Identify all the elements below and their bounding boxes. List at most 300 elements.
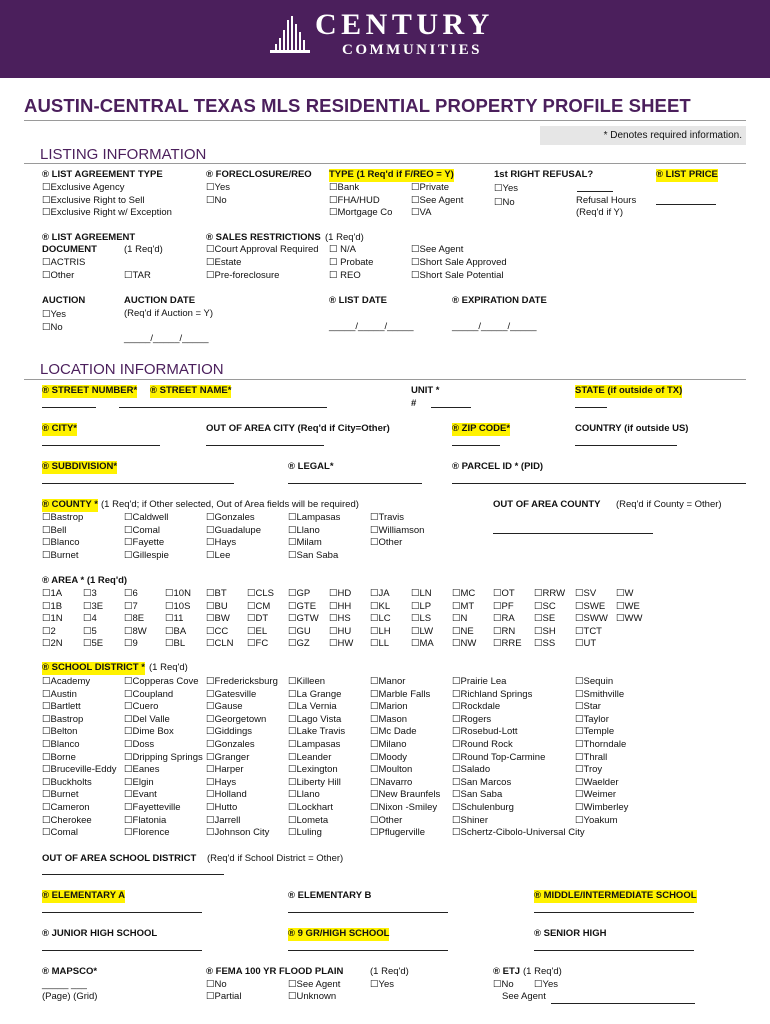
county-option[interactable]: ☐Comal [124, 524, 160, 536]
school-district-option[interactable]: ☐Cuero [124, 701, 159, 713]
area-option[interactable]: ☐W [616, 588, 634, 599]
area-option[interactable]: ☐LH [370, 625, 391, 637]
area-option[interactable]: ☐GP [288, 588, 311, 599]
area-option[interactable]: ☐9 [124, 638, 138, 650]
sr-reo[interactable]: ☐ REO [329, 270, 361, 281]
auction-yes[interactable]: ☐Yes [42, 309, 67, 320]
street-name: ® STREET NAME* [150, 385, 232, 396]
school-district-option[interactable]: ☐Doss [124, 739, 155, 750]
area-option[interactable]: ☐SC [534, 600, 556, 612]
school-district-option[interactable]: ☐Weimer [575, 789, 617, 801]
document: DOCUMENT [42, 244, 97, 255]
mapsco-page-grid: (Page) (Grid) [42, 991, 98, 1002]
school-district-option[interactable]: ☐Marble Falls [370, 688, 431, 700]
area-option[interactable]: ☐EL [247, 625, 268, 637]
fema-partial[interactable]: ☐Partial [206, 991, 242, 1002]
area-option[interactable]: ☐BU [206, 600, 228, 612]
county-option[interactable]: ☐Lee [206, 549, 231, 561]
school-district-option[interactable]: ☐Jarrell [206, 814, 241, 826]
doc-tar[interactable]: ☐TAR [124, 270, 151, 281]
foreclosure-no[interactable]: ☐No [206, 195, 227, 206]
school-district-option[interactable]: ☐Copperas Cove [124, 676, 199, 687]
area-option[interactable]: ☐TCT [575, 625, 602, 637]
area-option[interactable]: ☐NW [452, 638, 477, 650]
area-option[interactable]: ☐GTE [288, 600, 317, 612]
area-option[interactable]: ☐3E [83, 600, 104, 612]
school-district-option[interactable]: ☐Borne [42, 751, 76, 763]
school-district-option[interactable]: ☐Evant [124, 789, 157, 801]
county-option[interactable]: ☐Bell [42, 524, 67, 536]
area-option[interactable]: ☐5 [83, 625, 97, 637]
area-option[interactable]: ☐1B [42, 600, 63, 612]
school-district-option[interactable]: ☐Luling [288, 827, 322, 839]
out-of-area-county-req: (Req'd if County = Other) [616, 499, 722, 510]
area-option[interactable]: ☐SS [534, 638, 556, 650]
school-district-option[interactable]: ☐San Saba [452, 789, 503, 801]
area-option[interactable]: ☐MA [411, 638, 434, 650]
type-see-agent[interactable]: ☐See Agent [411, 195, 464, 206]
list-date: ® LIST DATE [329, 295, 388, 306]
school-district-option[interactable]: ☐Harper [206, 764, 244, 776]
type-private[interactable]: ☐Private [411, 182, 450, 193]
fill-in-line[interactable] [42, 912, 202, 913]
refusal-hours: Refusal Hours [576, 195, 637, 206]
school-district-option[interactable]: ☐Dime Box [124, 726, 174, 738]
school-district-option[interactable]: ☐Gatesville [206, 688, 257, 700]
area-option[interactable]: ☐WE [616, 600, 640, 612]
fill-in-line[interactable] [551, 1003, 695, 1004]
school-district-option[interactable]: ☐Nixon -Smiley [370, 802, 438, 813]
school-district-option[interactable]: ☐Lometa [288, 814, 329, 826]
required-note: * Denotes required information. [540, 126, 746, 145]
century-logo-icon [269, 14, 311, 54]
mapsco: ® MAPSCO* [42, 966, 98, 977]
school-district-option[interactable]: ☐Leander [288, 751, 332, 763]
school-district-option[interactable]: ☐Liberty Hill [288, 776, 341, 788]
sales-restrictions: ® SALES RESTRICTIONS [206, 232, 321, 243]
area-option[interactable]: ☐HU [329, 625, 352, 637]
area-option[interactable]: ☐HH [329, 600, 352, 612]
school-district-option[interactable]: ☐Dripping Springs [124, 751, 203, 763]
school-district-option[interactable]: ☐Killeen [288, 676, 326, 687]
high-school: ® 9 GR/HIGH SCHOOL [288, 928, 390, 939]
school-district-option[interactable]: ☐Pflugerville [370, 827, 425, 839]
fema-see-agent[interactable]: ☐See Agent [288, 979, 341, 990]
list-price: ® LIST PRICE [656, 169, 718, 180]
school-district-option[interactable]: ☐Eanes [124, 764, 160, 776]
school-district-option[interactable]: ☐Fayetteville [124, 802, 181, 813]
area-option[interactable]: ☐HS [329, 613, 351, 625]
school-district-option[interactable]: ☐Lockhart [288, 802, 333, 813]
school-district-option[interactable]: ☐Lake Travis [288, 726, 346, 738]
school-district-option[interactable]: ☐Mason [370, 713, 408, 725]
area-option[interactable]: ☐BW [206, 613, 230, 625]
school-district-option[interactable]: ☐Other [370, 814, 403, 826]
school-district-option[interactable]: ☐Shiner [452, 814, 488, 826]
unit-hash: # [411, 398, 417, 409]
school-district-option[interactable]: ☐Holland [206, 789, 247, 801]
school-district-option[interactable]: ☐Gonzales [206, 739, 255, 750]
school-district-option[interactable]: ☐Hays [206, 776, 237, 788]
area-option[interactable]: ☐LC [370, 613, 391, 625]
area-option[interactable]: ☐2N [42, 638, 63, 650]
street-number: ® STREET NUMBER* [42, 385, 138, 396]
brand-subname: COMMUNITIES [342, 42, 483, 58]
area-option[interactable]: ☐BA [165, 625, 187, 637]
area-option[interactable]: ☐GU [288, 625, 311, 637]
sr-pre-foreclosure[interactable]: ☐Pre-foreclosure [206, 270, 280, 281]
school-district-option[interactable]: ☐Rosebud-Lott [452, 726, 518, 738]
out-of-area-county: OUT OF AREA COUNTY [493, 499, 601, 510]
county-option[interactable]: ☐Williamson [370, 524, 425, 536]
county-option[interactable]: ☐Travis [370, 512, 405, 523]
county-option[interactable]: ☐Blanco [42, 537, 80, 549]
school-district-option[interactable]: ☐Comal [42, 827, 78, 839]
fill-in-line[interactable] [575, 407, 607, 408]
type-bank[interactable]: ☐Bank [329, 182, 360, 193]
doc-req: (1 Req'd) [124, 244, 163, 255]
school-district-option[interactable]: ☐Temple [575, 726, 615, 738]
school-district-option[interactable]: ☐Taylor [575, 713, 609, 725]
school-district-option[interactable]: ☐Salado [452, 764, 491, 776]
sr-short-sale-approved[interactable]: ☐Short Sale Approved [411, 257, 507, 268]
sr-court-approval[interactable]: ☐Court Approval Required [206, 244, 319, 255]
fill-in-line[interactable] [42, 874, 224, 875]
city: ® CITY* [42, 423, 77, 434]
area-option[interactable]: ☐LS [411, 613, 432, 625]
auction: AUCTION [42, 295, 86, 306]
school-district-option[interactable]: ☐Lampasas [288, 739, 341, 750]
county-option[interactable]: ☐Llano [288, 524, 320, 536]
county-option[interactable]: ☐Lampasas [288, 512, 341, 523]
brand-name: CENTURY [315, 8, 494, 41]
fill-in-line[interactable] [42, 407, 96, 408]
county-option[interactable]: ☐Milam [288, 537, 322, 549]
school-district-option[interactable]: ☐Buckholts [42, 776, 92, 788]
exclusive-right-w-exception[interactable]: ☐Exclusive Right w/ Exception [42, 207, 172, 218]
fema-yes[interactable]: ☐Yes [370, 979, 395, 990]
fill-in-line[interactable] [575, 445, 677, 446]
fill-in-line[interactable] [656, 204, 716, 205]
area-option[interactable]: ☐GTW [288, 613, 319, 625]
list-date-blank[interactable]: _____/_____/_____ [329, 321, 414, 332]
school-district-option[interactable]: ☐Moulton [370, 764, 413, 776]
school-district-option[interactable]: ☐Thrall [575, 751, 608, 763]
school-district-option[interactable]: ☐Sequin [575, 676, 614, 687]
out-of-area-school: OUT OF AREA SCHOOL DISTRICT [42, 853, 197, 864]
area-option[interactable]: ☐RRW [534, 588, 566, 599]
type-va[interactable]: ☐VA [411, 207, 432, 218]
sales-restrictions-req: (1 Req'd) [325, 232, 364, 243]
fill-in-line[interactable] [288, 950, 448, 951]
school-district-option[interactable]: ☐Flatonia [124, 814, 167, 826]
county-option[interactable]: ☐Other [370, 537, 403, 549]
area-option[interactable]: ☐HW [329, 638, 354, 650]
area-option[interactable]: ☐OT [493, 588, 515, 599]
doc-actris[interactable]: ☐ACTRIS [42, 257, 86, 268]
school-district-option[interactable]: ☐Lexington [288, 764, 338, 776]
location-divider [24, 379, 746, 380]
school-district-option[interactable]: ☐Prairie Lea [452, 676, 507, 687]
school-district-option[interactable]: ☐Schertz-Cibolo-Universal City [452, 827, 585, 839]
auction-date-blank[interactable]: _____/_____/_____ [124, 333, 209, 344]
school-district-option[interactable]: ☐Cameron [42, 802, 90, 813]
area-option[interactable]: ☐6 [124, 588, 138, 599]
area-option[interactable]: ☐LN [411, 588, 432, 599]
county: ® COUNTY * [42, 499, 98, 510]
school-district-option[interactable]: ☐New Braunfels [370, 789, 441, 801]
parcel-id: ® PARCEL ID * (PID) [452, 461, 544, 472]
fill-in-line[interactable] [288, 912, 448, 913]
exclusive-right-to-sell[interactable]: ☐Exclusive Right to Sell [42, 195, 145, 206]
area-option[interactable]: ☐3 [83, 588, 97, 599]
type-label: TYPE (1 Req'd if F/REO = Y) [329, 169, 454, 180]
school-district-option[interactable]: ☐Moody [370, 751, 408, 763]
area-option[interactable]: ☐BT [206, 588, 227, 599]
school-district-option[interactable]: ☐Elgin [124, 776, 154, 788]
area-option[interactable]: ☐KL [370, 600, 391, 612]
school-district-option[interactable]: ☐Round Top-Carmine [452, 751, 546, 763]
fema-req: (1 Req'd) [370, 966, 409, 977]
county-req: (1 Req'd; if Other selected, Out of Area fields will be required) [101, 499, 359, 510]
auction-no[interactable]: ☐No [42, 322, 63, 333]
school-district-option[interactable]: ☐Johnson City [206, 827, 270, 839]
area-option[interactable]: ☐CM [247, 600, 271, 612]
school-district-option[interactable]: ☐Wimberley [575, 802, 629, 813]
etj-no[interactable]: ☐No [493, 979, 514, 990]
elementary-b: ® ELEMENTARY B [288, 890, 372, 901]
list-agreement-document: ® LIST AGREEMENT [42, 232, 136, 243]
school-district-option[interactable]: ☐Rogers [452, 713, 492, 725]
school-district-option[interactable]: ☐Del Valle [124, 713, 170, 725]
mapsco-blanks[interactable]: _____ ___ [42, 979, 87, 990]
area-option[interactable]: ☐WW [616, 613, 643, 625]
etj-yes[interactable]: ☐Yes [534, 979, 559, 990]
school-district-option[interactable]: ☐Fredericksburg [206, 676, 278, 687]
area-option[interactable]: ☐LW [411, 625, 434, 637]
fema-no[interactable]: ☐No [206, 979, 227, 990]
school-district-option[interactable]: ☐Blanco [42, 739, 80, 750]
fill-in-line[interactable] [534, 950, 694, 951]
area-option[interactable]: ☐MC [452, 588, 476, 599]
foreclosure-yes[interactable]: ☐Yes [206, 182, 231, 193]
school-district-option[interactable]: ☐San Marcos [452, 776, 512, 788]
school-district-option[interactable]: ☐Llano [288, 789, 320, 801]
school-district-req: (1 Req'd) [149, 662, 188, 673]
header-banner [0, 0, 770, 78]
area-option[interactable]: ☐CC [206, 625, 229, 637]
area-option[interactable]: ☐RRE [493, 638, 522, 650]
area-option[interactable]: ☐10N [165, 588, 191, 599]
school-district-option[interactable]: ☐Granger [206, 751, 250, 763]
area-option[interactable]: ☐8E [124, 613, 145, 625]
area-option[interactable]: ☐N [452, 613, 468, 625]
school-district-option[interactable]: ☐Waelder [575, 776, 619, 788]
area-option[interactable]: ☐DT [247, 613, 269, 625]
school-district-option[interactable]: ☐La Grange [288, 688, 342, 700]
school-district-option[interactable]: ☐Smithville [575, 688, 625, 700]
area-option[interactable]: ☐LL [370, 638, 390, 650]
fill-in-line[interactable] [534, 912, 694, 913]
school-district-option[interactable]: ☐Bastrop [42, 713, 84, 725]
area-option[interactable]: ☐PF [493, 600, 514, 612]
state: STATE (if outside of TX) [575, 385, 683, 396]
junior-high: ® JUNIOR HIGH SCHOOL [42, 928, 158, 939]
area-option[interactable]: ☐8W [124, 625, 147, 637]
school-district-option[interactable]: ☐Giddings [206, 726, 253, 738]
area-option[interactable]: ☐FC [247, 638, 269, 650]
school-district-option[interactable]: ☐Cherokee [42, 814, 92, 826]
area-option[interactable]: ☐SWE [575, 600, 606, 612]
area-option[interactable]: ☐MT [452, 600, 475, 612]
school-district-option[interactable]: ☐Yoakum [575, 814, 618, 826]
out-of-area-city: OUT OF AREA CITY (Req'd if City=Other) [206, 423, 390, 434]
sec-location: LOCATION INFORMATION [40, 361, 224, 378]
school-district-option[interactable]: ☐Richland Springs [452, 688, 533, 700]
sr-see-agent[interactable]: ☐See Agent [411, 244, 464, 255]
refusal-no[interactable]: ☐No [494, 197, 515, 208]
type-fha[interactable]: ☐FHA/HUD [329, 195, 380, 206]
area-option[interactable]: ☐5E [83, 638, 104, 650]
sr-probate[interactable]: ☐ Probate [329, 257, 374, 268]
county-option[interactable]: ☐Bastrop [42, 512, 84, 523]
school-district-option[interactable]: ☐Lago Vista [288, 713, 342, 725]
area-option[interactable]: ☐RN [493, 625, 516, 637]
area-option[interactable]: ☐10S [165, 600, 191, 612]
school-district-option[interactable]: ☐Schulenburg [452, 802, 514, 813]
foreclosure-reo: ® FORECLOSURE/REO [206, 169, 312, 180]
school-district-option[interactable]: ☐Gause [206, 701, 243, 713]
school-district-option[interactable]: ☐Austin [42, 688, 77, 700]
etj-see-agent: See Agent [502, 991, 546, 1002]
area-option[interactable]: ☐11 [165, 613, 184, 625]
area-option[interactable]: ☐2 [42, 625, 56, 637]
fema: ® FEMA 100 YR FLOOD PLAIN [206, 966, 344, 977]
first-right-refusal: 1st RIGHT REFUSAL? [494, 169, 594, 180]
fill-in-line[interactable] [431, 407, 471, 408]
senior-high: ® SENIOR HIGH [534, 928, 607, 939]
fill-in-line[interactable] [206, 445, 324, 446]
zip-code: ® ZIP CODE* [452, 423, 511, 434]
school-district-option[interactable]: ☐Star [575, 701, 601, 713]
area-option[interactable]: ☐CLN [206, 638, 234, 650]
school-district-option[interactable]: ☐Manor [370, 676, 406, 687]
county-option[interactable]: ☐Gonzales [206, 512, 255, 523]
school-district-option[interactable]: ☐Round Rock [452, 739, 513, 750]
area-option[interactable]: ☐NE [452, 625, 474, 637]
subdivision: ® SUBDIVISION* [42, 461, 118, 472]
area-option[interactable]: ☐SH [534, 625, 556, 637]
sr-short-sale-potential[interactable]: ☐Short Sale Potential [411, 270, 504, 281]
county-option[interactable]: ☐Gillespie [124, 549, 169, 561]
exclusive-agency[interactable]: ☐Exclusive Agency [42, 182, 125, 193]
area-option[interactable]: ☐LP [411, 600, 432, 612]
refusal-yes[interactable]: ☐Yes [494, 183, 519, 194]
fill-in-line[interactable] [288, 483, 422, 484]
sr-estate[interactable]: ☐Estate [206, 257, 242, 268]
fill-in-line[interactable] [493, 533, 653, 534]
school-district-option[interactable]: ☐Georgetown [206, 713, 267, 725]
school-district-option[interactable]: ☐Florence [124, 827, 170, 839]
school-district-option[interactable]: ☐Milano [370, 739, 407, 750]
county-option[interactable]: ☐Hays [206, 537, 237, 549]
school-district-option[interactable]: ☐Bartlett [42, 701, 81, 713]
school-district-option[interactable]: ☐Troy [575, 764, 603, 776]
unit: UNIT * [411, 385, 440, 396]
fill-in-line[interactable] [42, 950, 202, 951]
area-option[interactable]: ☐SWW [575, 613, 608, 625]
school-district-option[interactable]: ☐Mc Dade [370, 726, 417, 738]
sr-na[interactable]: ☐ N/A [329, 244, 356, 255]
expiration-date: ® EXPIRATION DATE [452, 295, 547, 306]
school-district-option[interactable]: ☐Navarro [370, 776, 413, 788]
fill-in-line[interactable] [452, 445, 500, 446]
etj: ® ETJ [493, 966, 521, 977]
area-option[interactable]: ☐4 [83, 613, 97, 625]
area-option[interactable]: ☐JA [370, 588, 390, 599]
area-option[interactable]: ☐SE [534, 613, 556, 625]
auction-date-req: (Req'd if Auction = Y) [124, 308, 214, 319]
fill-in-line[interactable] [42, 483, 234, 484]
fill-in-line[interactable] [42, 445, 160, 446]
title-divider [24, 120, 746, 121]
school-district-option[interactable]: ☐Academy [42, 676, 91, 687]
fill-in-line[interactable] [577, 191, 613, 192]
sec-listing: LISTING INFORMATION [40, 146, 207, 163]
list-agreement-type: ® LIST AGREEMENT TYPE [42, 169, 163, 180]
school-district-option[interactable]: ☐Burnet [42, 789, 79, 801]
county-option[interactable]: ☐Burnet [42, 549, 79, 561]
county-option[interactable]: ☐Fayette [124, 537, 165, 549]
school-district-option[interactable]: ☐Belton [42, 726, 78, 738]
area-option[interactable]: ☐UT [575, 638, 597, 650]
area-option[interactable]: ☐1N [42, 613, 63, 625]
out-of-area-school-req: (Req'd if School District = Other) [207, 853, 344, 864]
middle-school: ® MIDDLE/INTERMEDIATE SCHOOL [534, 890, 697, 901]
area-option[interactable]: ☐SV [575, 588, 597, 599]
area-option[interactable]: ☐CLS [247, 588, 274, 599]
county-option[interactable]: ☐Guadalupe [206, 524, 262, 536]
county-option[interactable]: ☐San Saba [288, 549, 339, 561]
school-district: ® SCHOOL DISTRICT * [42, 662, 145, 673]
etj-req: (1 Req'd) [523, 966, 562, 977]
area-option[interactable]: ☐GZ [288, 638, 310, 650]
fema-unknown[interactable]: ☐Unknown [288, 991, 337, 1002]
type-mortgage[interactable]: ☐Mortgage Co [329, 207, 393, 218]
area-option[interactable]: ☐HD [329, 588, 352, 599]
school-district-option[interactable]: ☐Thorndale [575, 739, 627, 750]
area-option[interactable]: ☐BL [165, 638, 186, 650]
school-district-option[interactable]: ☐Bruceville-Eddy [42, 764, 117, 776]
area: ® AREA * (1 Req'd) [42, 575, 128, 586]
school-district-option[interactable]: ☐La Vernia [288, 701, 337, 713]
school-district-option[interactable]: ☐Hutto [206, 802, 238, 813]
school-district-option[interactable]: ☐Marion [370, 701, 408, 713]
area-option[interactable]: ☐7 [124, 600, 138, 612]
fill-in-line[interactable] [452, 483, 746, 484]
school-district-option[interactable]: ☐Rockdale [452, 701, 501, 713]
area-option[interactable]: ☐1A [42, 588, 63, 599]
area-option[interactable]: ☐RA [493, 613, 515, 625]
county-option[interactable]: ☐Caldwell [124, 512, 169, 523]
legal: ® LEGAL* [288, 461, 334, 472]
school-district-option[interactable]: ☐Coupland [124, 688, 174, 700]
country: COUNTRY (if outside US) [575, 423, 689, 434]
doc-other[interactable]: ☐Other [42, 270, 75, 281]
fill-in-line[interactable] [119, 407, 327, 408]
expiration-date-blank[interactable]: _____/_____/_____ [452, 321, 537, 332]
elementary-a: ® ELEMENTARY A [42, 890, 126, 901]
